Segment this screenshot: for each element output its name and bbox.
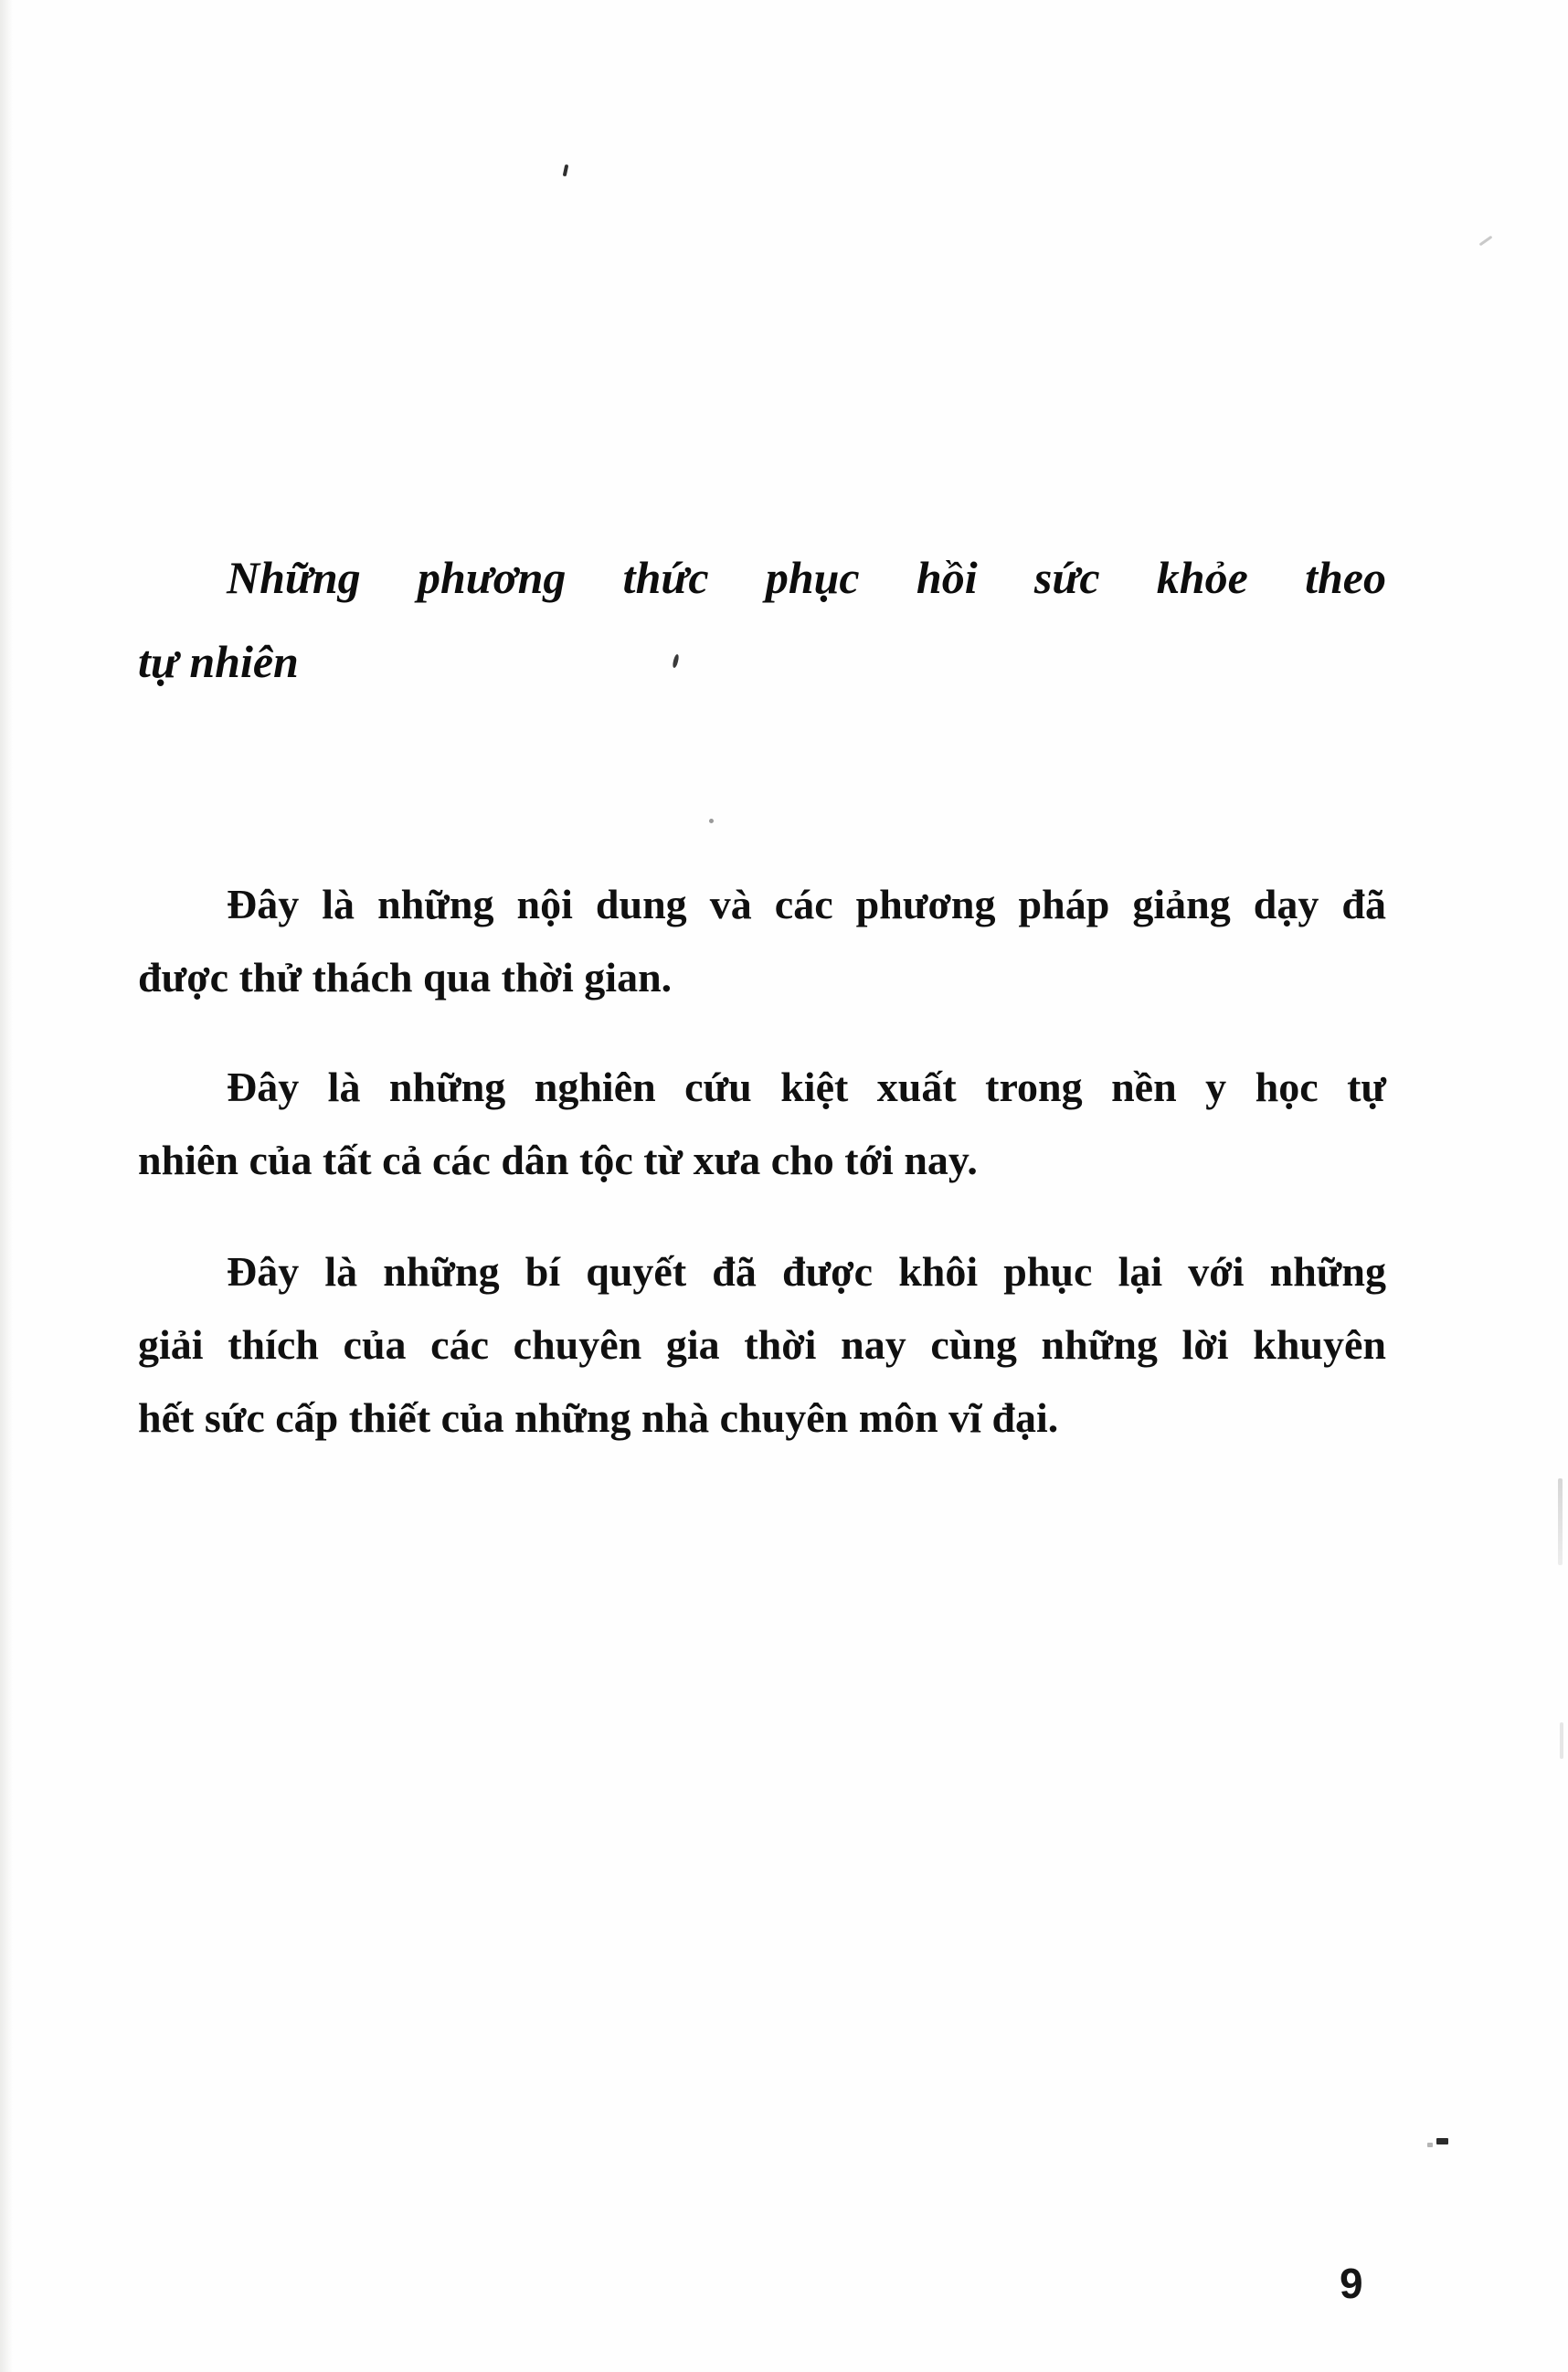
scan-dot xyxy=(709,819,714,823)
body-paragraph xyxy=(138,1051,1386,1197)
scan-dash xyxy=(1427,2143,1433,2147)
scan-speck xyxy=(563,164,569,177)
paragraph-line: Đây là những nội dung và các phương pháp giảng dạy đã xyxy=(227,881,1386,927)
paragraph-line: hết sức cấp thiết của những nhà chuyên môn vĩ đại. xyxy=(138,1394,1059,1441)
paragraph-line: được thử thách qua thời gian. xyxy=(138,954,673,1001)
page-number: 9 xyxy=(1340,2260,1363,2307)
scan-tick xyxy=(1479,236,1493,247)
scan-edge-mark xyxy=(1558,1478,1563,1565)
heading-line: tự nhiên xyxy=(138,635,299,687)
paragraph-line: Đây là những nghiên cứu kiệt xuất trong nền y học tự xyxy=(227,1064,1386,1110)
paper-edge-shading xyxy=(0,0,13,2372)
body-paragraph xyxy=(138,1235,1386,1455)
paragraph-line: Đây là những bí quyết đã được khôi phục lại với những xyxy=(227,1248,1386,1295)
scan-dash xyxy=(1436,2138,1448,2144)
heading-line: Những phương thức phục hồi sức khỏe theo xyxy=(227,551,1386,603)
paragraph-line: nhiên của tất cả các dân tộc từ xưa cho tới nay. xyxy=(138,1137,978,1183)
body-paragraph xyxy=(138,868,1386,1014)
paragraph-line: giải thích của các chuyên gia thời nay cùng những lời khuyên xyxy=(138,1321,1386,1368)
scan-edge-mark xyxy=(1560,1722,1563,1759)
chapter-heading xyxy=(138,535,1386,704)
